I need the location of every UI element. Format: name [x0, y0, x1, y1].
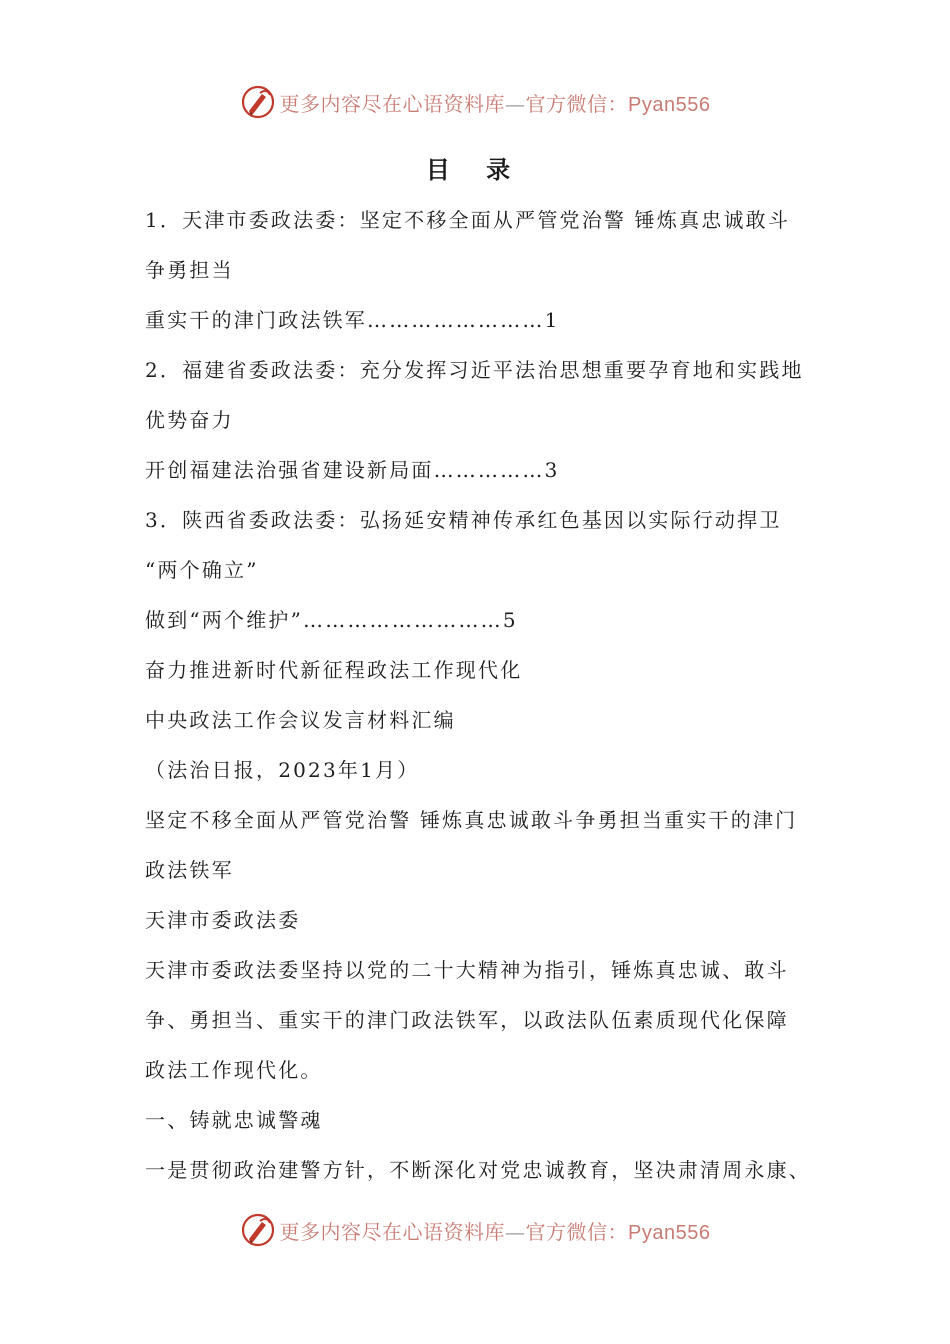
pen-circle-icon: [240, 1212, 276, 1248]
toc-entry-1-line-1: 1．天津市委政法委：坚定不移全面从严管党治警 锤炼真忠诚敢斗: [145, 208, 791, 232]
source-note: （法治日报，2023年1月）: [145, 758, 420, 782]
document-body: [145, 195, 825, 1195]
paragraph-line: 一是贯彻政治建警方针，不断深化对党忠诚教育，坚决肃清周永康、: [145, 1158, 811, 1182]
paragraph-line: 争、勇担当、重实干的津门政法铁军，以政法队伍素质现代化保障: [145, 1008, 789, 1032]
article-title-line-2: 政法铁军: [145, 858, 234, 882]
paragraph-line: 天津市委政法委坚持以党的二十大精神为指引，锤炼真忠诚、敢斗: [145, 958, 789, 982]
toc-entry-2-line-2: 优势奋力: [145, 408, 234, 432]
toc-entry-2-line-3: 开创福建法治强省建设新局面……………3: [145, 458, 560, 482]
header-watermark: [0, 82, 950, 122]
article-author: 天津市委政法委: [145, 908, 301, 932]
watermark-text: 更多内容尽在心语资料库—官方微信：Pyan556: [279, 91, 711, 116]
collection-title: 奋力推进新时代新征程政法工作现代化: [145, 658, 523, 682]
page-title: 目 录: [425, 155, 525, 184]
footer-watermark: [0, 1210, 950, 1250]
toc-entry-3-line-3: 做到“两个维护”………………………5: [145, 608, 518, 632]
article-title-line-1: 坚定不移全面从严管党治警 锤炼真忠诚敢斗争勇担当重实干的津门: [145, 808, 798, 832]
watermark-text: 更多内容尽在心语资料库—官方微信：Pyan556: [279, 1219, 711, 1244]
paragraph-line: 政法工作现代化。: [145, 1058, 323, 1082]
toc-entry-1-line-2: 争勇担当: [145, 258, 234, 282]
collection-subtitle: 中央政法工作会议发言材料汇编: [145, 708, 456, 732]
toc-entry-2-line-1: 2．福建省委政法委：充分发挥习近平法治思想重要孕育地和实践地: [145, 358, 804, 382]
section-heading: 一、铸就忠诚警魂: [145, 1108, 323, 1132]
toc-entry-1-line-3: 重实干的津门政法铁军……………………1: [145, 308, 560, 332]
toc-entry-3-line-1: 3．陕西省委政法委：弘扬延安精神传承红色基因以实际行动捍卫: [145, 508, 782, 532]
toc-entry-3-line-2: “两个确立”: [145, 558, 259, 582]
pen-circle-icon: [240, 84, 276, 120]
